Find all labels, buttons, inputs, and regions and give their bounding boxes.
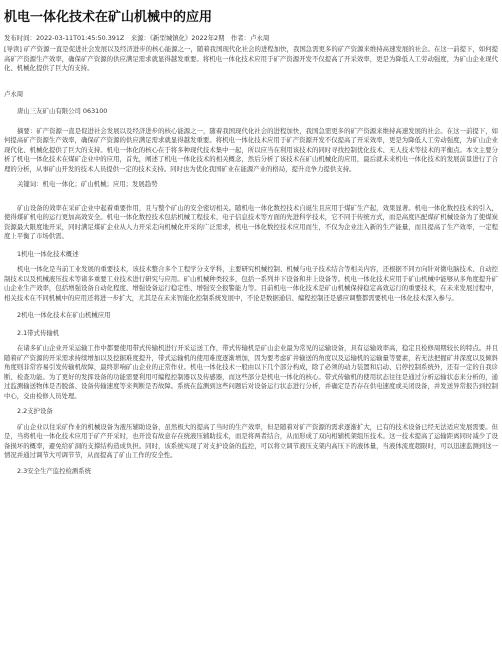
- author-name: 卢永周: [4, 89, 24, 98]
- publish-meta: 发布时间：2022-03-11T01:45:50.391Z 来源：《新型城镇化》2022年2期 作者：卢永周: [4, 34, 270, 42]
- section-2-2-body: 矿山企业以往采矿作业的机械设备为液压辅助设备，虽然极大的提高了当时的生产效率，但是随着对矿产资源的需求逐渐扩大，已有的技术设备已经无法适应发展需要。但是，当将机电一体化技术应用于矿产开采时，也开没有故意存在统液压辅助技术，而是将两者结合，从而形成了双向相辅机架组压技术。这一技术提高了运输距离同时减少了设备损坏的概率，避免给矿洞的支撑结构造成负担。同时，该系统实现了对支护设备的监控，可以将立调节液压支架内高压下的液体量，当液体流度超限时，可以迅速监测到这一情况并通过调节大可调节节，从而提高了矿山工作的安全性。: [4, 422, 498, 459]
- keywords: 关键词：机电一体化；矿山机械；应用；发展趋势: [17, 180, 158, 188]
- section-1-heading: 1机电一体化技术概述: [17, 249, 79, 258]
- intro-paragraph: 矿山设备的效率在采矿企业中起着重要作用，且与整个矿山的安全密切相关。随机电一体化数控技术自诞生且应用于煤矿生产起，效果显著。机电一体化数控技术的引入，使得煤矿机电的运行更加高效安全。机电一体化数控技术包括机械工程技术、电子信息技术等方面的先进科学技术，它不同于传统方式，而是高度匹配煤矿机械设备为了使煤炭资源最大限度地开采，同时满足煤矿企业从人力开采走向机械化开采的广泛需求，机电一体化数控技术应用而生，不仅为企业注入新的生产能量，而且提高了生产效率，一定程度上平衡了市场供需。: [4, 203, 498, 240]
- section-1-body: 机电一体化是当前工业发展的重要技术，该技术整合多个工程学分支学科，主要研究机械控制、机械与电子技术结合等相关内容，还根据不同方向针对微电脑技术、自动控制技术以及机械液压技术等诸多重要工业技术进行研究与应用。矿山机械种类较多，包括一系列井下设备和井上设备等。机电一体化技术应用于矿山机械中能够从多角度提升矿山企业生产效率，包括增强设备自动化程度、增强设备运行稳定性、增强安全报警能力等。目前机电一体化技术是矿山机械保持稳定高效运行的重要技术，在未来发展过程中，相关技术在不同机械中的应用还将进一步扩大，尤其是在未来智能化控制系统发展中，不论是数据通信、编程控制还是感应调整都需要机电一体化技术深入参与。: [4, 265, 498, 302]
- section-2-1-body: 在诸多矿山企业开采运输工作中都要使用带式传输机进行开采运送工作，带式传输机是矿山企业最为常见的运输设备，具有运输效率高，稳定且检修周期较长的特点。并且随着矿产资源的开采需求持续增加以及挖掘难度提升，带式运输机的使用难度逐渐增加，因为要考虑矿井输送的角度以及运输机的运输量等要素，若无法把握矿井深度以及倾斜角度则非常容易引发传输机故障，最终影响矿山企业的正常作业。机电一体化技术一般由以下几个部分构成，除了必须的动力装置和启动、启停控制系统外，还有一定的自我诊断、检查功能。为了更好的发挥设备的功能需要利用可编程控制器以及传感器，而这些部分是机电一体化的核心。带式传输机的使用状态往往是通过分析运输状态来分析的，通过监测输送物体是否脱落、设备传输速度等来判断是否故障。系统在监测到这些问题后对设备运行状态进行分析，并确定是否存在供电速度或关闭设备，并发送异常报告到控制中心，交由检修人员处理。: [4, 344, 498, 400]
- affiliation: 唐山三友矿山有限公司 063100: [17, 107, 108, 115]
- guide-text: [导读] 矿产资源一直是促进社会发展以及经济进步的核心能源之一，随着我国现代化社会的进程加快，我国急需更多的矿产资源来维持高速发展的社会。在这一前提下，如何提高矿产资源生产效率，确保矿产资源的供应满足需求就显得越发重要。将机电一体化技术应用于矿产资源开发不仅提高了开采效率，更是为降低人工劳动强度，为矿山企业现代化、机械化提供了巨大的支持。: [4, 45, 498, 72]
- section-2-heading: 2机电一体化技术在矿山机械应用: [17, 311, 111, 319]
- section-2-2-heading: 2.2支护设备: [17, 407, 53, 415]
- article-title: 机电一体化技术在矿山机械中的应用: [4, 10, 213, 25]
- section-2-1-heading: 2.1带式传输机: [17, 328, 60, 337]
- abstract-text: 摘要：矿产资源一直是促进社会发展以及经济进步的核心能源之一，随着我国现代化社会的进程加快，我国急需更多的矿产资源来维持高速发展的社会。在这一前提下，如何提高矿产资源生产效率，确保矿产资源的供应满足需求就显得越发重要。将机电一体化技术应用于矿产资源开发不仅提高了开采效率，更是为降低人工劳动强度，为矿山企业现代化、机械化提供了巨大的支持。机电一体化的核心在于将多种现代技术集中一起，所以应当在利用该技术的同时寻找控制优化技术、无人技术等技术的平衡点。本文主要分析了机电一体化技术在煤矿企业中的应用，首先，阐述了机电一体化技术的相关概念，然后分析了该技术在矿山机械化的应用，最后就未来机电一体化技术的发展前景进行了合理的分析，从事矿山开发的技术人员提供一定的技术支持。同时也为优化我国矿业在能源产业的格局，提升竞争力提供支持。: [4, 126, 498, 173]
- section-2-3-heading: 2.3安全生产监控检测系统: [17, 466, 92, 475]
